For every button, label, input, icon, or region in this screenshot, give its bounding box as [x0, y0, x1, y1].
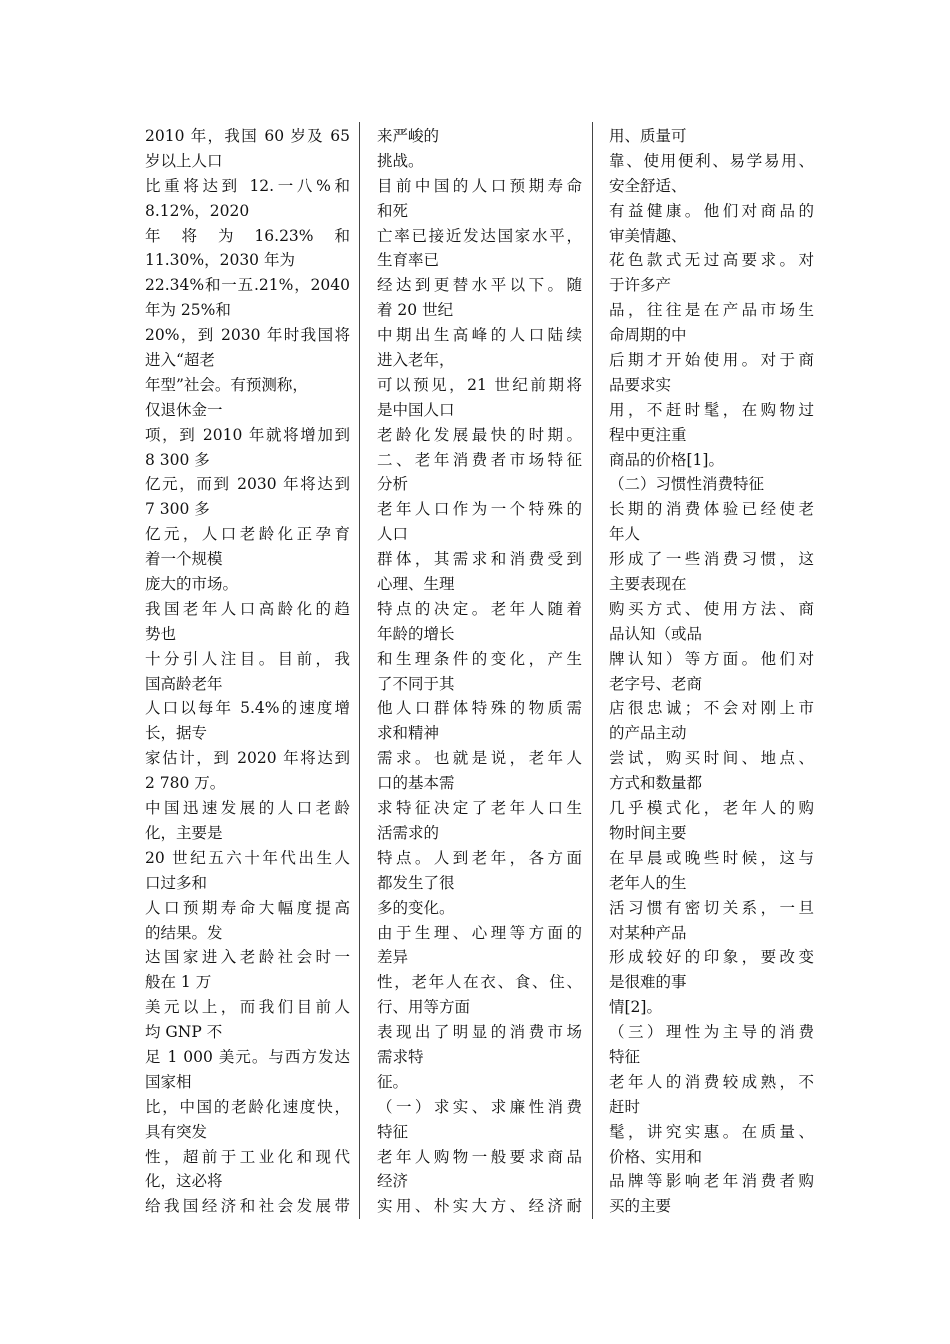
text-line: 和死 — [377, 201, 409, 220]
text-line: （三）理性为主导的消费 — [609, 1023, 814, 1042]
text-line: 人口 — [377, 525, 409, 544]
text-line: 表现出了明显的消费市场 — [377, 1023, 582, 1042]
column-divider — [592, 122, 593, 1219]
text-line: 均 GNP 不 — [145, 1023, 223, 1042]
text-line: 2010 年，我国 60 岁及 65 — [145, 127, 350, 145]
text-line: 我国老年人口高龄化的趋 — [145, 599, 350, 618]
text-line: 美元以上，而我们目前人 — [145, 998, 350, 1017]
text-line: 来严峻的 — [377, 127, 440, 145]
text-line: 中国迅速发展的人口老龄 — [145, 799, 350, 818]
text-line: 品认知（或品 — [609, 624, 703, 643]
text-line: 中期出生高峰的人口陆续 — [377, 326, 582, 345]
text-line: 求和精神 — [377, 724, 440, 743]
text-line: 给我国经济和社会发展带 — [145, 1197, 350, 1216]
text-line: 8 300 多 — [145, 450, 210, 469]
text-line: 生育率已 — [377, 251, 440, 270]
text-line: 程中更注重 — [609, 425, 687, 444]
text-line: 特点。人到老年，各方面 — [377, 848, 582, 867]
text-line: 实用、朴实大方、经济耐 — [377, 1197, 582, 1216]
text-line: 22.34%和一五.21%，2040 — [145, 276, 350, 295]
text-line: 特征 — [609, 1047, 641, 1066]
text-line: 庞大的市场。 — [145, 575, 239, 594]
text-line: 年龄的增长 — [377, 624, 455, 643]
text-line: 二、老年消费者市场特征 — [377, 450, 582, 469]
text-line: 具有突发 — [145, 1122, 208, 1141]
text-line: 年为 25%和 — [145, 301, 231, 320]
text-line: 店很忠诚；不会对刚上市 — [609, 699, 814, 718]
text-line: 亿元，而到 2030 年将达到 — [145, 475, 350, 494]
text-line: 长，据专 — [145, 724, 208, 743]
text-line: 都发生了很 — [377, 873, 455, 892]
text-line: 着 20 世纪 — [377, 301, 454, 320]
text-line: 对某种产品 — [609, 923, 687, 942]
text-line: 11.30%，2030 年为 — [145, 251, 295, 270]
text-line: 亡率已接近发达国家水平， — [377, 226, 582, 245]
text-line: 年型”社会。有预测称， — [145, 375, 308, 394]
text-line: 后期才开始使用。对于商 — [609, 351, 814, 370]
text-line: 牌认知）等方面。他们对 — [609, 649, 814, 668]
text-column-right — [609, 124, 814, 1219]
text-line: 品要求实 — [609, 375, 672, 394]
text-line: 活习惯有密切关系，一旦 — [609, 898, 814, 917]
text-line: 目前中国的人口预期寿命 — [377, 176, 582, 195]
text-line: 特点的决定。老年人随着 — [377, 599, 582, 618]
text-line: 亿元，人口老龄化正孕育 — [145, 525, 350, 544]
text-line: 家估计，到 2020 年将达到 — [145, 749, 350, 768]
text-line: 比重将达到 12.一八%和 — [145, 176, 350, 195]
text-line: 项，到 2010 年就将增加到 — [145, 425, 350, 444]
text-line: 着一个规模 — [145, 550, 223, 569]
text-line: 有益健康。他们对商品的 — [609, 201, 814, 220]
text-line: 购买方式、使用方法、商 — [609, 599, 814, 618]
text-line: 尝试，购买时间、地点、 — [609, 749, 814, 768]
text-line: 差异 — [377, 948, 409, 967]
text-line: 8.12%，2020 — [145, 201, 250, 220]
text-line: 十分引人注目。目前，我 — [145, 649, 350, 668]
text-line: 心理、生理 — [377, 575, 455, 594]
text-line: 的产品主动 — [609, 724, 687, 743]
text-line: 征。 — [377, 1072, 409, 1091]
text-line: 用、质量可 — [609, 127, 687, 145]
text-line: 国家相 — [145, 1072, 192, 1091]
text-line: 20 世纪五六十年代出生人 — [145, 848, 350, 867]
text-line: 特征 — [377, 1122, 409, 1141]
text-line: 进入“超老 — [145, 351, 215, 370]
text-line: 化，这必将 — [145, 1172, 223, 1191]
text-line: 审美情趣、 — [609, 226, 687, 245]
text-line: 人口预期寿命大幅度提高 — [145, 898, 350, 917]
text-line: 般在 1 万 — [145, 973, 212, 992]
text-line: 由于生理、心理等方面的 — [377, 923, 582, 942]
text-line: 方式和数量都 — [609, 774, 703, 793]
text-line: 经济 — [377, 1172, 409, 1191]
text-line: 的结果。发 — [145, 923, 223, 942]
text-line: 群体，其需求和消费受到 — [377, 550, 582, 569]
text-line: 老年人的消费较成熟，不 — [609, 1072, 814, 1091]
text-line: 行、用等方面 — [377, 998, 471, 1017]
text-line: （二）习惯性消费特征 — [609, 475, 765, 494]
text-line: 比，中国的老龄化速度快， — [145, 1097, 350, 1116]
text-column-middle — [377, 124, 582, 1219]
text-line: 足 1 000 美元。与西方发达 — [145, 1047, 350, 1066]
text-line: 人口以每年 5.4%的速度增 — [145, 699, 350, 718]
text-line: 物时间主要 — [609, 823, 687, 842]
text-line: 经达到更替水平以下。随 — [377, 276, 582, 295]
text-line: 活需求的 — [377, 823, 440, 842]
text-line: 老字号、老商 — [609, 674, 703, 693]
text-line: 品牌等影响老年消费者购 — [609, 1172, 814, 1191]
text-line: 形成较好的印象，要改变 — [609, 948, 814, 967]
text-line: 口的基本需 — [377, 774, 455, 793]
text-line: 几乎模式化，老年人的购 — [609, 799, 814, 818]
text-line: 20%，到 2030 年时我国将 — [145, 326, 350, 345]
text-line: 2 780 万。 — [145, 774, 226, 793]
text-line: 老年人购物一般要求商品 — [377, 1147, 582, 1166]
text-line: 了不同于其 — [377, 674, 455, 693]
text-line: 情[2]。 — [609, 998, 662, 1017]
text-column-left — [145, 124, 350, 1219]
column-divider — [359, 122, 360, 1219]
text-line: 口过多和 — [145, 873, 208, 892]
text-line: 老年人的生 — [609, 873, 687, 892]
text-line: 赶时 — [609, 1097, 641, 1116]
text-line: 安全舒适、 — [609, 176, 687, 195]
text-line: 国高龄老年 — [145, 674, 223, 693]
text-line: 多的变化。 — [377, 898, 455, 917]
text-line: 性，超前于工业化和现代 — [145, 1147, 350, 1166]
text-line: 可以预见，21 世纪前期将 — [377, 375, 582, 394]
text-line: 买的主要 — [609, 1197, 672, 1216]
text-line: 在早晨或晚些时候，这与 — [609, 848, 814, 867]
text-line: 和生理条件的变化，产生 — [377, 649, 582, 668]
text-line: 主要表现在 — [609, 575, 687, 594]
text-line: 他人口群体特殊的物质需 — [377, 699, 582, 718]
text-line: 岁以上人口 — [145, 151, 223, 170]
text-line: 年人 — [609, 525, 641, 544]
text-line: 仅退休金一 — [145, 400, 223, 419]
text-line: 是很难的事 — [609, 973, 687, 992]
text-line: 挑战。 — [377, 151, 424, 170]
text-line: 于许多产 — [609, 276, 672, 295]
text-line: 求特征决定了老年人口生 — [377, 799, 582, 818]
text-line: 达国家进入老龄社会时一 — [145, 948, 350, 967]
text-line: 用，不赶时髦，在购物过 — [609, 400, 814, 419]
text-line: 髦，讲究实惠。在质量、 — [609, 1122, 814, 1141]
text-line: 品，往往是在产品市场生 — [609, 301, 814, 320]
text-line: 分析 — [377, 475, 409, 494]
text-line: 势也 — [145, 624, 177, 643]
text-line: 是中国人口 — [377, 400, 455, 419]
text-line: 花色款式无过高要求。对 — [609, 251, 814, 270]
text-line: 进入老年， — [377, 351, 455, 370]
text-line: 化，主要是 — [145, 823, 223, 842]
text-line: 性，老年人在衣、食、住、 — [377, 973, 582, 992]
text-line: 老年人口作为一个特殊的 — [377, 500, 582, 519]
text-line: 商品的价格[1]。 — [609, 450, 724, 469]
text-line: 年 将 为 16.23% 和 — [145, 226, 350, 245]
text-line: 需求。也就是说，老年人 — [377, 749, 582, 768]
text-line: 长期的消费体验已经使老 — [609, 500, 814, 519]
text-line: 7 300 多 — [145, 500, 210, 519]
text-line: 需求特 — [377, 1047, 424, 1066]
text-line: 靠、使用便利、易学易用、 — [609, 151, 814, 170]
text-line: （一）求实、求廉性消费 — [377, 1097, 582, 1116]
text-line: 形成了一些消费习惯，这 — [609, 550, 814, 569]
text-line: 老龄化发展最快的时期。 — [377, 425, 582, 444]
text-line: 价格、实用和 — [609, 1147, 703, 1166]
text-line: 命周期的中 — [609, 326, 687, 345]
